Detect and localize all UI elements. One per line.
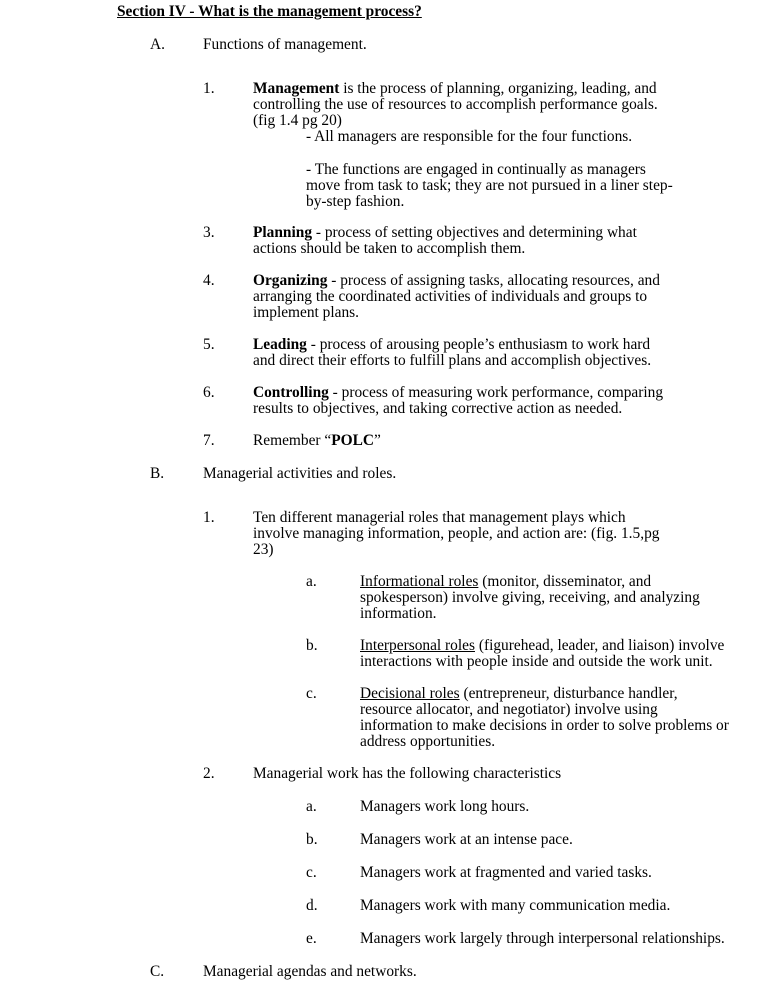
- line-text: - All managers are responsible for the four functions.: [306, 128, 633, 145]
- text-line: [253, 433, 381, 449]
- outline-item-text: [253, 225, 637, 257]
- item-term: Planning: [253, 224, 313, 241]
- line-text: - process of setting objectives and determining what: [312, 224, 637, 241]
- item-label: B.: [150, 465, 165, 482]
- item-term: Informational roles: [360, 573, 479, 590]
- line-text: - process of assigning tasks, allocating resources, and: [327, 272, 660, 289]
- text-line: [203, 37, 367, 53]
- outline-item-text: [253, 273, 660, 321]
- item-label: e.: [306, 930, 317, 947]
- line-text: (fig 1.4 pg 20): [253, 112, 342, 129]
- item-label: c.: [306, 685, 317, 702]
- line-text: information to make decisions in order to solve problems or: [360, 717, 729, 734]
- line-text: (entrepreneur, disturbance handler,: [459, 685, 678, 702]
- item-prefix: Remember “: [253, 432, 332, 449]
- outline-item-text: [306, 162, 673, 210]
- line-text: implement plans.: [253, 304, 360, 321]
- text-line: [253, 337, 651, 353]
- item-label: 2.: [203, 765, 215, 782]
- text-line: [253, 273, 660, 289]
- text-line: [203, 466, 396, 482]
- line-text: (figurehead, leader, and liaison) involve: [474, 637, 725, 654]
- outline-item-text: [360, 931, 725, 947]
- text-line: [253, 542, 659, 558]
- line-text: - process of measuring work performance, comparing: [328, 384, 664, 401]
- item-label: b.: [306, 637, 318, 654]
- outline-item-text: [253, 510, 659, 558]
- line-text: arranging the coordinated activities of individuals and groups to: [253, 288, 648, 305]
- text-line: [203, 964, 417, 980]
- item-term: POLC: [331, 432, 374, 449]
- line-text: resource allocator, and negotiator) involve using: [360, 701, 658, 718]
- item-label: 5.: [203, 336, 215, 353]
- line-text: results to objectives, and taking corrective action as needed.: [253, 400, 623, 417]
- item-term: Organizing: [253, 272, 328, 289]
- text-line: [253, 225, 637, 241]
- text-line: [306, 178, 673, 194]
- line-text: - The functions are engaged in continually as managers: [306, 161, 646, 178]
- outline-item-text: [360, 865, 652, 881]
- text-line: [360, 718, 729, 734]
- line-text: Functions of management.: [203, 36, 367, 53]
- outline-item-text: [253, 81, 658, 129]
- outline-item-text: [203, 466, 396, 482]
- text-line: [360, 606, 700, 622]
- text-line: [306, 129, 632, 145]
- line-text: controlling the use of resources to accomplish performance goals.: [253, 96, 658, 113]
- item-label: 4.: [203, 272, 215, 289]
- line-text: ”: [373, 432, 381, 449]
- item-label: a.: [306, 573, 317, 590]
- line-text: and direct their efforts to fulfill plans and accomplish objectives.: [253, 352, 652, 369]
- text-line: [360, 654, 724, 670]
- item-term: Interpersonal roles: [360, 637, 475, 654]
- section-title: Section IV - What is the management process?: [117, 3, 422, 20]
- text-line: [360, 702, 729, 718]
- line-text: by-step fashion.: [306, 193, 405, 210]
- item-label: A.: [150, 36, 165, 53]
- text-line: [360, 832, 573, 848]
- text-line: [360, 590, 700, 606]
- text-line: [253, 241, 637, 257]
- line-text: move from task to task; they are not pursued in a liner step-: [306, 177, 673, 194]
- item-label: 7.: [203, 432, 215, 449]
- outline-item-text: [253, 433, 381, 449]
- line-text: involve managing information, people, and action are: (fig. 1.5,pg: [253, 525, 660, 542]
- text-line: [360, 734, 729, 750]
- text-line: [253, 510, 659, 526]
- outline-item-text: [306, 129, 632, 145]
- text-line: [253, 305, 660, 321]
- text-line: [253, 81, 658, 97]
- outline-item-text: [253, 385, 663, 417]
- outline-item-text: [253, 766, 561, 782]
- line-text: (monitor, disseminator, and: [478, 573, 652, 590]
- text-line: [253, 385, 663, 401]
- line-text: Managers work at fragmented and varied tasks.: [360, 864, 652, 881]
- line-text: interactions with people inside and outside the work unit.: [360, 653, 713, 670]
- outline-item-text: [203, 37, 367, 53]
- text-line: [306, 194, 673, 210]
- item-label: b.: [306, 831, 318, 848]
- text-line: [306, 162, 673, 178]
- outline-item-text: [360, 686, 729, 750]
- item-term: Controlling: [253, 384, 329, 401]
- item-term: Decisional roles: [360, 685, 460, 702]
- outline-item-text: [360, 574, 700, 622]
- text-line: [253, 113, 658, 129]
- item-label: d.: [306, 897, 318, 914]
- item-label: c.: [306, 864, 317, 881]
- line-text: address opportunities.: [360, 733, 496, 750]
- item-label: 1.: [203, 80, 215, 97]
- item-label: C.: [150, 963, 165, 980]
- line-text: Managers work long hours.: [360, 798, 530, 815]
- item-term: Management: [253, 80, 340, 97]
- item-label: a.: [306, 798, 317, 815]
- line-text: is the process of planning, organizing, leading, and: [339, 80, 657, 97]
- outline-item-text: [253, 337, 651, 369]
- text-line: [360, 638, 724, 654]
- outline-item-text: [360, 638, 724, 670]
- text-line: [360, 865, 652, 881]
- outline-item-text: [360, 832, 573, 848]
- text-line: [360, 898, 670, 914]
- item-label: 6.: [203, 384, 215, 401]
- line-text: Managers work largely through interpersonal relationships.: [360, 930, 725, 947]
- item-label: 1.: [203, 509, 215, 526]
- text-line: [360, 574, 700, 590]
- line-text: Ten different managerial roles that management plays which: [253, 509, 626, 526]
- text-line: [253, 401, 663, 417]
- text-line: [253, 766, 561, 782]
- outline-item-text: [360, 799, 529, 815]
- item-label: 3.: [203, 224, 215, 241]
- line-text: - process of arousing people’s enthusiasm to work hard: [306, 336, 651, 353]
- outline-item-text: [360, 898, 670, 914]
- line-text: Managerial work has the following characteristics: [253, 765, 562, 782]
- text-line: [253, 97, 658, 113]
- text-line: [253, 526, 659, 542]
- line-text: spokesperson) involve giving, receiving, and analyzing: [360, 589, 700, 606]
- line-text: Managerial agendas and networks.: [203, 963, 417, 980]
- text-line: [253, 289, 660, 305]
- text-line: [360, 799, 529, 815]
- line-text: actions should be taken to accomplish them.: [253, 240, 526, 257]
- line-text: Managers work at an intense pace.: [360, 831, 573, 848]
- text-line: [360, 686, 729, 702]
- line-text: Managerial activities and roles.: [203, 465, 397, 482]
- text-line: [360, 931, 725, 947]
- item-term: Leading: [253, 336, 307, 353]
- line-text: information.: [360, 605, 437, 622]
- outline-item-text: [203, 964, 417, 980]
- line-text: 23): [253, 541, 274, 558]
- text-line: [253, 353, 651, 369]
- line-text: Managers work with many communication media.: [360, 897, 671, 914]
